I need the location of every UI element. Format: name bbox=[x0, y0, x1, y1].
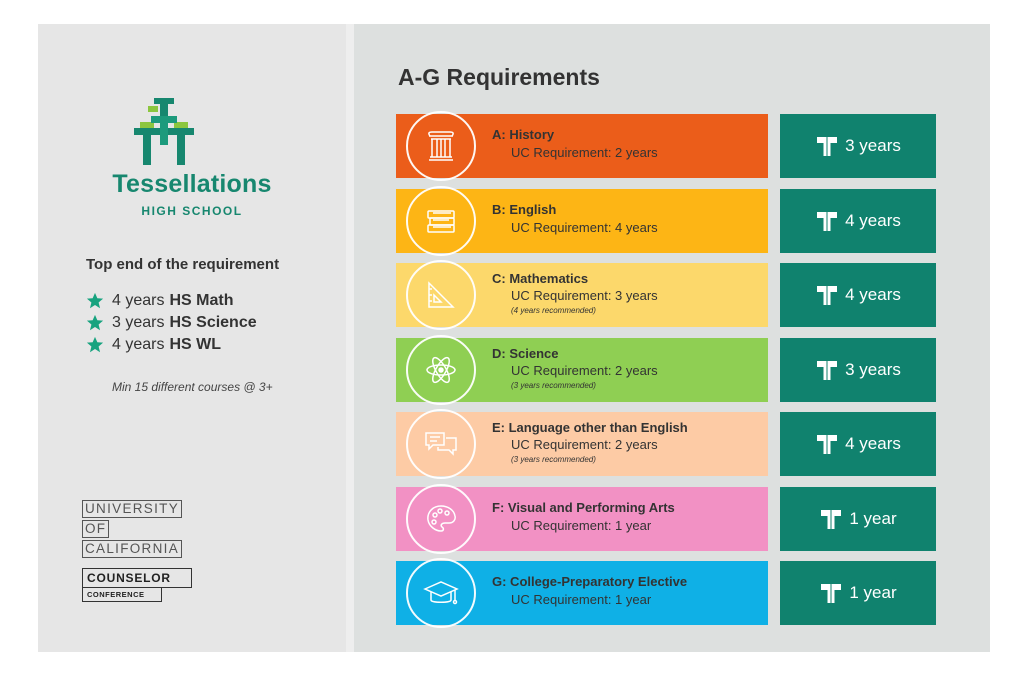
years-text: 1 year bbox=[849, 583, 897, 602]
years-box bbox=[780, 189, 936, 253]
requirement-row-a bbox=[396, 114, 936, 178]
requirement-row-c bbox=[396, 263, 936, 327]
requirement-text: UC Requirement: 1 year bbox=[511, 592, 652, 607]
school-name: Tessellations bbox=[112, 170, 272, 198]
ruler-triangle-icon bbox=[421, 275, 461, 315]
requirement-bar bbox=[396, 189, 768, 253]
years-text: 4 years bbox=[845, 434, 901, 453]
requirement-bar bbox=[396, 263, 768, 327]
requirement-title: G: College-Preparatory Elective bbox=[492, 574, 688, 589]
tessellations-t-icon bbox=[815, 134, 839, 158]
requirement-bar bbox=[396, 487, 768, 551]
category-icon-circle bbox=[406, 186, 476, 256]
tessellations-logo-icon bbox=[134, 98, 194, 170]
graduation-cap-icon bbox=[421, 573, 461, 613]
requirement-row-g bbox=[396, 561, 936, 625]
books-icon bbox=[421, 201, 461, 241]
bullet-bold: HS Science bbox=[169, 314, 257, 331]
requirement-title: F: Visual and Performing Arts bbox=[492, 500, 675, 515]
years-box bbox=[780, 412, 936, 476]
school-subtitle: HIGH SCHOOL bbox=[141, 204, 243, 218]
recommendation-note: (3 years recommended) bbox=[511, 455, 596, 464]
star-icon bbox=[86, 292, 104, 310]
requirement-bullets bbox=[86, 290, 257, 356]
university-of-california-logo bbox=[82, 500, 182, 560]
counselor-conference-logo bbox=[82, 568, 192, 602]
category-icon-circle bbox=[406, 260, 476, 330]
conference-label: CONFERENCE bbox=[82, 588, 162, 602]
requirement-text: UC Requirement: 2 years bbox=[511, 145, 658, 160]
years-text: 3 years bbox=[845, 360, 901, 379]
tessellations-t-icon bbox=[815, 358, 839, 382]
uc-logo-line: CALIFORNIA bbox=[82, 540, 182, 558]
bullet-prefix: 3 years bbox=[112, 314, 165, 331]
tessellations-t-icon bbox=[815, 283, 839, 307]
column-icon bbox=[421, 126, 461, 166]
requirement-row-d bbox=[396, 338, 936, 402]
category-icon-circle bbox=[406, 558, 476, 628]
years-box bbox=[780, 487, 936, 551]
recommendation-note: (3 years recommended) bbox=[511, 381, 596, 390]
years-box bbox=[780, 114, 936, 178]
min-courses-note: Min 15 different courses @ 3+ bbox=[112, 380, 273, 394]
requirement-bar bbox=[396, 338, 768, 402]
category-icon-circle bbox=[406, 335, 476, 405]
requirement-title: C: Mathematics bbox=[492, 271, 589, 286]
requirement-row-f bbox=[396, 487, 936, 551]
panel-divider bbox=[346, 24, 354, 652]
uc-logo-line: UNIVERSITY bbox=[82, 500, 182, 518]
requirement-text: UC Requirement: 3 years bbox=[511, 288, 658, 303]
speech-bubbles-icon bbox=[421, 424, 461, 464]
star-icon bbox=[86, 314, 104, 332]
requirement-bar bbox=[396, 561, 768, 625]
requirement-row-e bbox=[396, 412, 936, 476]
bullet-bold: HS WL bbox=[169, 336, 222, 353]
years-box bbox=[780, 338, 936, 402]
years-box bbox=[780, 263, 936, 327]
requirement-bar bbox=[396, 114, 768, 178]
bullet-prefix: 4 years bbox=[112, 336, 165, 353]
recommendation-note: (4 years recommended) bbox=[511, 306, 596, 315]
tessellations-t-icon bbox=[819, 581, 843, 605]
bullet-item bbox=[86, 290, 257, 312]
years-text: 4 years bbox=[845, 211, 901, 230]
years-text: 1 year bbox=[849, 509, 897, 528]
requirement-text: UC Requirement: 2 years bbox=[511, 363, 658, 378]
category-icon-circle bbox=[406, 484, 476, 554]
bullet-bold: HS Math bbox=[169, 292, 234, 309]
requirement-title: A: History bbox=[492, 127, 555, 142]
left-panel bbox=[38, 24, 346, 652]
uc-logo-line: OF bbox=[82, 520, 109, 538]
star-icon bbox=[86, 336, 104, 354]
requirement-text: UC Requirement: 4 years bbox=[511, 220, 658, 235]
tessellations-t-icon bbox=[815, 432, 839, 456]
counselor-label: COUNSELOR bbox=[82, 568, 192, 588]
tessellations-t-icon bbox=[815, 209, 839, 233]
bullet-item bbox=[86, 334, 257, 356]
bullet-prefix: 4 years bbox=[112, 292, 165, 309]
requirement-bar bbox=[396, 412, 768, 476]
tessellations-t-icon bbox=[819, 507, 843, 531]
years-text: 4 years bbox=[845, 285, 901, 304]
requirement-title: E: Language other than English bbox=[492, 420, 688, 435]
category-icon-circle bbox=[406, 111, 476, 181]
category-icon-circle bbox=[406, 409, 476, 479]
palette-icon bbox=[421, 499, 461, 539]
years-box bbox=[780, 561, 936, 625]
requirement-text: UC Requirement: 2 years bbox=[511, 437, 658, 452]
requirement-row-b bbox=[396, 189, 936, 253]
requirement-title: D: Science bbox=[492, 346, 559, 361]
requirement-title: B: English bbox=[492, 202, 557, 217]
requirements-heading: Top end of the requirement bbox=[86, 256, 280, 273]
years-text: 3 years bbox=[845, 136, 901, 155]
bullet-item bbox=[86, 312, 257, 334]
requirement-text: UC Requirement: 1 year bbox=[511, 518, 652, 533]
atom-icon bbox=[421, 350, 461, 390]
page-title: A-G Requirements bbox=[398, 64, 600, 90]
